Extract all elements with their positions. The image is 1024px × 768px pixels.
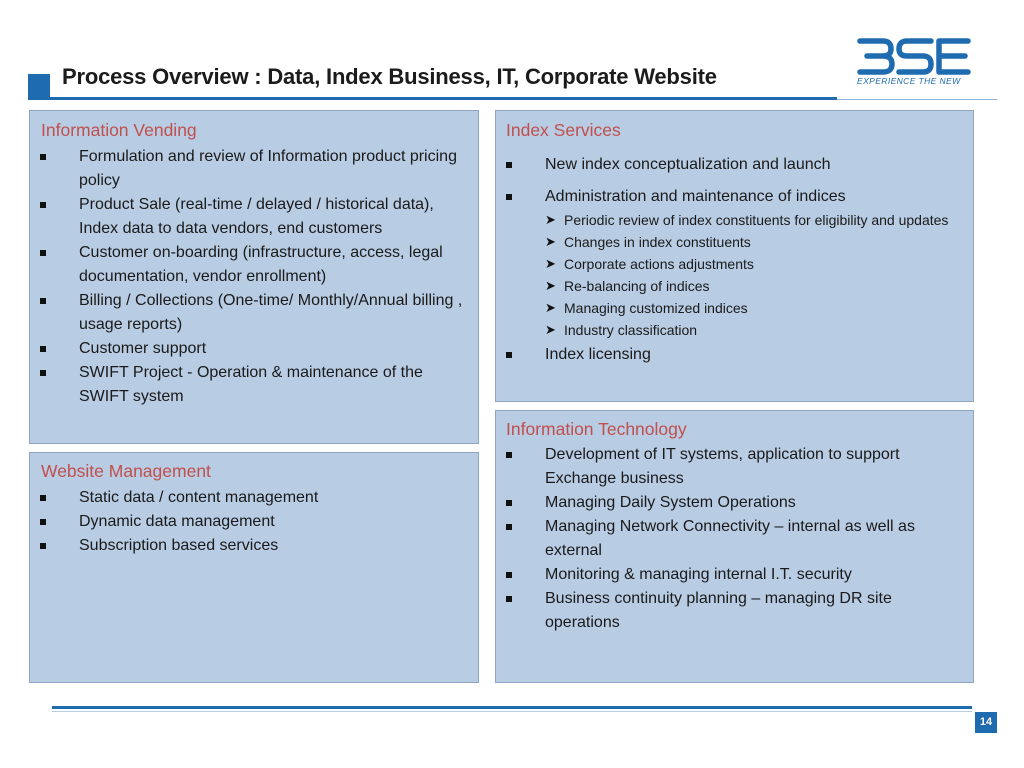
square-bullet-icon	[506, 572, 512, 578]
square-bullet-icon	[506, 596, 512, 602]
square-bullet-icon	[40, 346, 46, 352]
website-management-panel	[29, 452, 479, 683]
list-item: Billing / Collections (One-time/ Monthly/Annual billing , usage reports)	[30, 289, 470, 337]
index-services-sublist	[545, 209, 966, 341]
information-technology-list	[496, 443, 961, 635]
page-title: Process Overview : Data, Index Business, IT, Corporate Website	[62, 64, 717, 89]
square-bullet-icon	[40, 250, 46, 256]
square-bullet-icon	[506, 500, 512, 506]
square-bullet-icon	[506, 452, 512, 458]
arrow-bullet-icon: ➤	[545, 256, 556, 271]
list-item: Index licensing	[496, 343, 966, 367]
list-item: Dynamic data management	[30, 510, 470, 534]
sub-list-item: ➤ Corporate actions adjustments	[545, 253, 966, 275]
information-technology-title: Information Technology	[506, 419, 687, 439]
sub-list-item: ➤ Managing customized indices	[545, 297, 966, 319]
title-accent-square	[28, 74, 50, 100]
sub-list-item: ➤ Re-balancing of indices	[545, 275, 966, 297]
arrow-bullet-icon: ➤	[545, 322, 556, 337]
square-bullet-icon	[40, 370, 46, 376]
information-vending-list	[30, 145, 470, 409]
list-item: SWIFT Project - Operation & maintenance of the SWIFT system	[30, 361, 470, 409]
list-item: Administration and maintenance of indices ➤ Periodic review of index constituents for eligibility and updates ➤ Changes in index constituents ➤ Corporate actions adjustments ➤ Re-balancing of indices ➤ Managing customized indices ➤ Industry classification	[496, 185, 966, 341]
page-number: 14	[975, 712, 997, 733]
sub-list-item: ➤ Changes in index constituents	[545, 231, 966, 253]
square-bullet-icon	[40, 298, 46, 304]
square-bullet-icon	[506, 162, 512, 168]
square-bullet-icon	[40, 154, 46, 160]
list-item: Monitoring & managing internal I.T. security	[496, 563, 961, 587]
square-bullet-icon	[40, 543, 46, 549]
sub-list-item: ➤ Industry classification	[545, 319, 966, 341]
index-services-panel	[495, 110, 974, 402]
list-item: Subscription based services	[30, 534, 470, 558]
arrow-bullet-icon: ➤	[545, 212, 556, 227]
list-item: Customer support	[30, 337, 470, 361]
list-item: Development of IT systems, application to support Exchange business	[496, 443, 961, 491]
index-services-list	[496, 153, 966, 367]
title-underline	[50, 97, 837, 100]
arrow-bullet-icon: ➤	[545, 278, 556, 293]
arrow-bullet-icon: ➤	[545, 300, 556, 315]
square-bullet-icon	[40, 519, 46, 525]
information-technology-panel	[495, 410, 974, 683]
list-item: Customer on-boarding (infrastructure, access, legal documentation, vendor enrollment)	[30, 241, 470, 289]
footer-rule-thin	[52, 711, 972, 712]
list-item: Managing Daily System Operations	[496, 491, 961, 515]
list-item: Managing Network Connectivity – internal as well as external	[496, 515, 961, 563]
square-bullet-icon	[506, 524, 512, 530]
information-vending-title: Information Vending	[41, 120, 197, 140]
arrow-bullet-icon: ➤	[545, 234, 556, 249]
footer-rule	[52, 706, 972, 709]
list-item: New index conceptualization and launch	[496, 153, 966, 177]
square-bullet-icon	[40, 495, 46, 501]
list-item: Product Sale (real-time / delayed / historical data), Index data to data vendors, end customers	[30, 193, 470, 241]
list-item: Static data / content management	[30, 486, 470, 510]
logo-tagline: EXPERIENCE THE NEW	[857, 76, 961, 86]
square-bullet-icon	[506, 352, 512, 358]
sub-list-item: ➤ Periodic review of index constituents for eligibility and updates	[545, 209, 966, 231]
square-bullet-icon	[40, 202, 46, 208]
website-management-list	[30, 486, 470, 558]
list-item: Business continuity planning – managing DR site operations	[496, 587, 961, 635]
index-services-title: Index Services	[506, 120, 621, 140]
website-management-title: Website Management	[41, 461, 211, 481]
information-vending-panel	[29, 110, 479, 444]
list-item: Formulation and review of Information product pricing policy	[30, 145, 470, 193]
square-bullet-icon	[506, 194, 512, 200]
title-underline-thin	[837, 99, 997, 100]
